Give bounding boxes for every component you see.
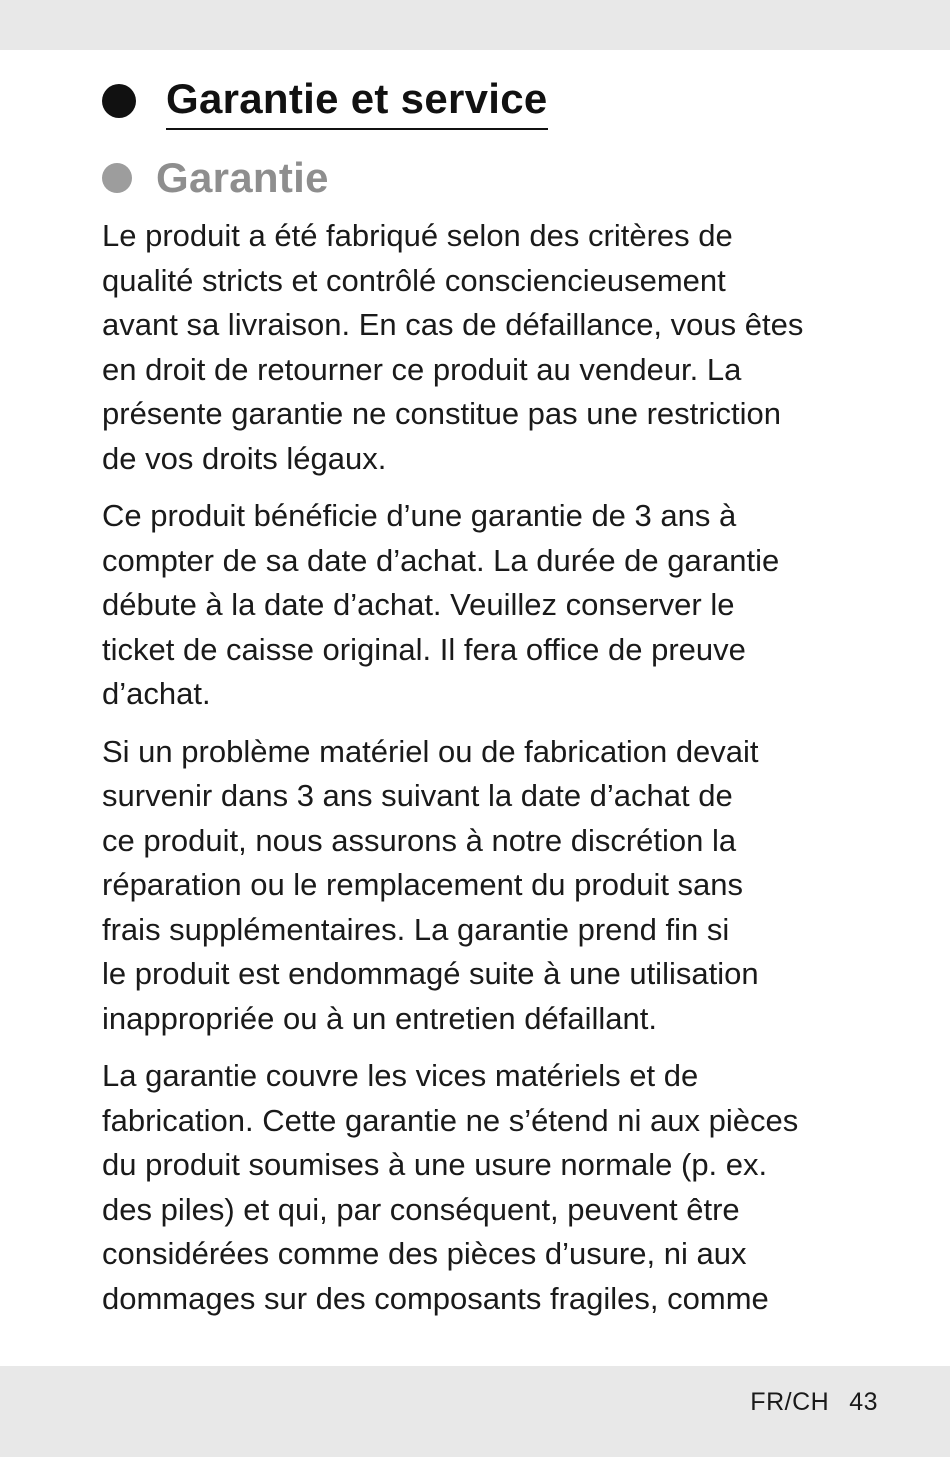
subsection-heading [102, 150, 329, 206]
page-number: 43 [849, 1388, 878, 1416]
body-text [102, 214, 902, 1334]
paragraph-quality: Le produit a été fabriqué selon des critères de qualité stricts et contrôlé consciencieusement avant sa livraison. En cas de défaillance, vous êtes en droit de retourner ce produit au vendeur. La présente garantie ne constitue pas une restriction de vos droits légaux. [102, 218, 804, 476]
subsection-title: Garantie [156, 154, 329, 201]
paragraph-duration: Ce produit bénéficie d’une garantie de 3 ans à compter de sa date d’achat. La durée de garantie débute à la date d’achat. Veuillez conserver le ticket de caisse original. Il fera office de preuve d’achat. [102, 498, 780, 711]
page-title: Garantie et service [166, 72, 548, 130]
paragraph-repair: Si un problème matériel ou de fabrication devait survenir dans 3 ans suivant la date d’achat de ce produit, nous assurons à notre discrétion la réparation ou le remplacement du produit sans frais supplémentaires. La garantie prend fin si le produit est endommagé suite à une utilisation inappropriée ou à un entretien défaillant. [102, 733, 759, 1036]
top-margin-band [0, 0, 950, 50]
section-bullet-icon [102, 84, 136, 118]
page-footer [750, 1388, 878, 1417]
paragraph-coverage: La garantie couvre les vices matériels et de fabrication. Cette garantie ne s’étend ni aux pièces du produit soumises à une usure normale (p. ex. des piles) et qui, par conséquent, peuvent être considérées comme des pièces d’usure, ni aux dommages sur des composants fragiles, comme [102, 1058, 799, 1316]
subsection-bullet-icon [102, 163, 132, 193]
footer-locale: FR/CH [750, 1388, 830, 1416]
section-heading [102, 70, 548, 132]
